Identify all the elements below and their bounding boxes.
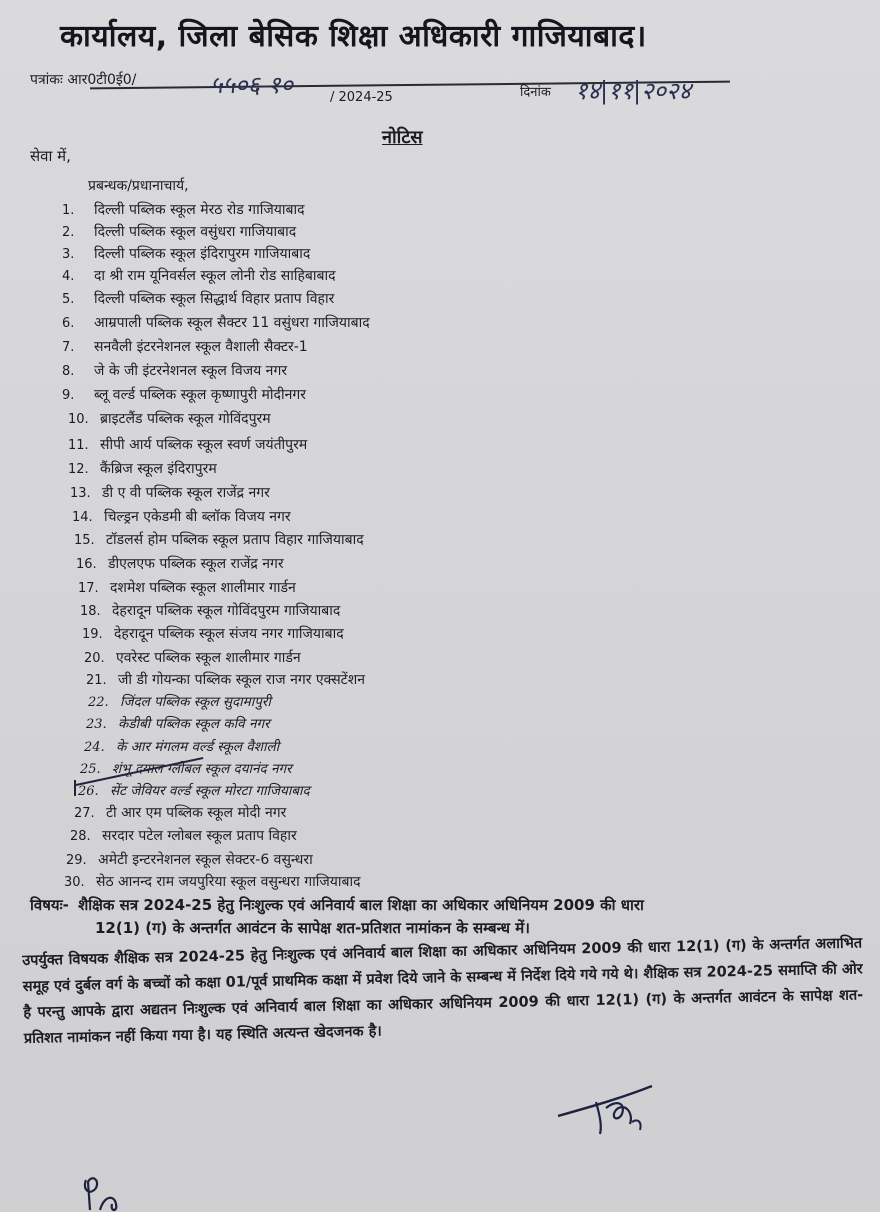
school-name: सरदार पटेल ग्लोबल स्कूल प्रताप विहार bbox=[102, 828, 297, 844]
school-item bbox=[62, 244, 310, 263]
school-number: 11. bbox=[68, 438, 89, 453]
salutation: सेवा में, bbox=[30, 147, 71, 165]
school-name: दा श्री राम यूनिवर्सल स्कूल लोनी रोड साहिबाबाद bbox=[94, 268, 336, 284]
reference-label: पत्रांकः आर0टी0ई0/ bbox=[30, 72, 137, 88]
subject-label: विषयः- bbox=[30, 896, 69, 914]
school-number: 24. bbox=[84, 740, 105, 755]
school-name: दिल्ली पब्लिक स्कूल मेरठ रोड गाजियाबाद bbox=[94, 202, 305, 218]
school-number: 13. bbox=[70, 486, 91, 501]
school-item bbox=[68, 409, 271, 428]
reference-number-handwritten: ५५०६-१० bbox=[210, 71, 293, 99]
school-number: 19. bbox=[82, 627, 103, 642]
school-item bbox=[62, 385, 306, 404]
school-item bbox=[86, 670, 365, 689]
school-name: दिल्ली पब्लिक स्कूल वसुंधरा गाजियाबाद bbox=[94, 224, 297, 240]
school-number: 10. bbox=[68, 412, 89, 427]
school-name: एवरेस्ट पब्लिक स्कूल शालीमार गार्डन bbox=[116, 650, 301, 666]
officer-signature bbox=[556, 1072, 676, 1142]
school-number: 8. bbox=[62, 364, 75, 379]
school-name: ब्राइटलैंड पब्लिक स्कूल गोविंदपुरम bbox=[100, 411, 271, 427]
school-number: 15. bbox=[74, 533, 95, 548]
school-name: देहरादून पब्लिक स्कूल गोविंदपुरम गाजियाबाद bbox=[112, 603, 341, 619]
school-number: 7. bbox=[62, 340, 75, 355]
school-number: 21. bbox=[86, 673, 107, 688]
school-item bbox=[62, 337, 308, 356]
school-item bbox=[72, 507, 291, 526]
school-number: 26. bbox=[78, 784, 99, 799]
school-name: आम्रपाली पब्लिक स्कूल सैक्टर 11 वसुंधरा गाजियाबाद bbox=[94, 315, 370, 331]
school-item bbox=[70, 483, 270, 502]
subject-text-2: 12(1) (ग) के अन्तर्गत आवंटन के सापेक्ष शत-प्रतिशत नामांकन के सम्बन्ध में। bbox=[95, 919, 530, 937]
school-item bbox=[76, 554, 284, 573]
school-number: 14. bbox=[72, 510, 93, 525]
school-name: के आर मंगलम वर्ल्ड स्कूल वैशाली bbox=[116, 739, 280, 755]
school-item bbox=[74, 530, 364, 549]
school-name: सीपी आर्य पब्लिक स्कूल स्वर्ण जयंतीपुरम bbox=[100, 437, 308, 453]
school-number: 18. bbox=[80, 604, 101, 619]
school-item bbox=[64, 872, 361, 891]
school-item bbox=[82, 624, 344, 643]
school-item bbox=[62, 289, 334, 308]
date-label: दिनांक bbox=[520, 85, 551, 100]
school-number: 4. bbox=[62, 269, 75, 284]
school-number: 17. bbox=[78, 581, 99, 596]
school-item bbox=[66, 850, 313, 869]
school-name: शंभू दयाल ग्लोबल स्कूल दयानंद नगर bbox=[112, 761, 292, 777]
school-name: कैंब्रिज स्कूल इंदिरापुरम bbox=[100, 461, 217, 477]
school-name: सेठ आनन्द राम जयपुरिया स्कूल वसुन्धरा गाजियाबाद bbox=[96, 874, 361, 890]
school-item bbox=[68, 459, 217, 478]
school-number: 20. bbox=[84, 651, 105, 666]
school-name: सनवैली इंटरनेशनल स्कूल वैशाली सैक्टर-1 bbox=[94, 339, 308, 355]
school-number: 1. bbox=[62, 203, 75, 218]
school-name: ब्लू वर्ल्ड पब्लिक स्कूल कृष्णापुरी मोदीनगर bbox=[94, 387, 306, 403]
school-item bbox=[74, 803, 286, 822]
school-name: दिल्ली पब्लिक स्कूल सिद्धार्थ विहार प्रताप विहार bbox=[94, 291, 335, 307]
reference-year: / 2024-25 bbox=[330, 90, 393, 105]
school-name: अमेटी इन्टरनेशनल स्कूल सेक्टर-6 वसुन्धरा bbox=[98, 852, 313, 868]
school-name: चिल्ड्रन एकेडमी बी ब्लॉक विजय नगर bbox=[104, 509, 291, 525]
school-name: डी ए वी पब्लिक स्कूल राजेंद्र नगर bbox=[102, 485, 270, 501]
school-item bbox=[70, 826, 297, 845]
school-name: टी आर एम पब्लिक स्कूल मोदी नगर bbox=[106, 805, 287, 821]
school-number: 2. bbox=[62, 225, 75, 240]
school-number: 9. bbox=[62, 388, 75, 403]
school-number: 28. bbox=[70, 829, 91, 844]
school-name: केडीबी पब्लिक स्कूल कवि नगर bbox=[118, 716, 270, 732]
strike-hook-mark bbox=[74, 780, 76, 796]
school-number: 16. bbox=[76, 557, 97, 572]
school-item bbox=[62, 222, 296, 241]
school-number: 12. bbox=[68, 462, 89, 477]
body-paragraph: उपर्युक्त विषयक शैक्षिक सत्र 2024-25 हेतु निःशुल्क एवं अनिवार्य बाल शिक्षा का अधिकार अधिनियम 2009 की धारा 12(1) (ग) के अन्तर्गत अलाभित समूह एवं दुर्बल वर्ग के बच्चों को कक्षा 01/पूर्व प्राथमिक कक्षा में प्रवेश दिये जाने के सम्बन्ध में निर्देश दिये गये गये थे। शैक्षिक सत्र 2024-25 समाप्ति की ओर है परन्तु आपके द्वारा अद्यतन निःशुल्क एवं अनिवार्य बाल शिक्षा का अधिकार अधिनियम 2009 की धारा 12(1) (ग) के अन्तर्गत आवंटन के सापेक्ष शत-प्रतिशत नामांकन नहीं किया गया है। यह स्थिति अत्यन्त खेदजनक है। bbox=[22, 935, 864, 1047]
notice-title: नोटिस bbox=[382, 127, 423, 148]
school-item bbox=[84, 648, 301, 667]
subject-text-1: शैक्षिक सत्र 2024-25 हेतु निःशुल्क एवं अनिवार्य बाल शिक्षा का अधिकार अधिनियम 2009 की धारा bbox=[78, 896, 644, 914]
school-number: 25. bbox=[80, 762, 101, 777]
school-name: जी डी गोयन्का पब्लिक स्कूल राज नगर एक्सटेंशन bbox=[118, 672, 366, 688]
school-number: 22. bbox=[88, 695, 109, 710]
school-number: 27. bbox=[74, 806, 95, 821]
school-name: टॉडलर्स होम पब्लिक स्कूल प्रताप विहार गाजियाबाद bbox=[106, 532, 364, 548]
school-item bbox=[62, 200, 305, 219]
date-handwritten: १४|११|२०२४ bbox=[575, 77, 692, 105]
school-item bbox=[88, 692, 271, 710]
school-item bbox=[80, 601, 340, 620]
school-name: डीएलएफ पब्लिक स्कूल राजेंद्र नगर bbox=[108, 556, 284, 572]
office-header: कार्यालय, जिला बेसिक शिक्षा अधिकारी गाजियाबाद। bbox=[60, 19, 647, 54]
addressee: प्रबन्धक/प्रधानाचार्य, bbox=[88, 178, 189, 194]
school-name: देहरादून पब्लिक स्कूल संजय नगर गाजियाबाद bbox=[114, 626, 344, 642]
school-name: सेंट जेवियर वर्ल्ड स्कूल मोरटा गाजियाबाद bbox=[110, 783, 310, 799]
school-item-struck bbox=[78, 781, 310, 799]
school-name: जिंदल पब्लिक स्कूल सुदामापुरी bbox=[120, 694, 271, 710]
school-item bbox=[62, 361, 287, 380]
school-item bbox=[84, 737, 279, 755]
school-number: 5. bbox=[62, 292, 75, 307]
school-number: 30. bbox=[64, 875, 85, 890]
school-number: 6. bbox=[62, 316, 75, 331]
school-number: 3. bbox=[62, 247, 75, 262]
school-item bbox=[86, 714, 270, 732]
school-item bbox=[78, 578, 296, 597]
school-number: 29. bbox=[66, 853, 87, 868]
subject-line bbox=[30, 894, 850, 916]
school-name: दिल्ली पब्लिक स्कूल इंदिरापुरम गाजियाबाद bbox=[94, 246, 311, 262]
school-name: दशमेश पब्लिक स्कूल शालीमार गार्डन bbox=[110, 580, 296, 596]
school-item bbox=[62, 313, 370, 332]
school-name: जे के जी इंटरनेशनल स्कूल विजय नगर bbox=[94, 363, 288, 379]
handwritten-initials bbox=[80, 1170, 140, 1212]
school-item bbox=[68, 435, 307, 454]
school-number: 23. bbox=[86, 717, 107, 732]
school-item bbox=[62, 266, 336, 285]
